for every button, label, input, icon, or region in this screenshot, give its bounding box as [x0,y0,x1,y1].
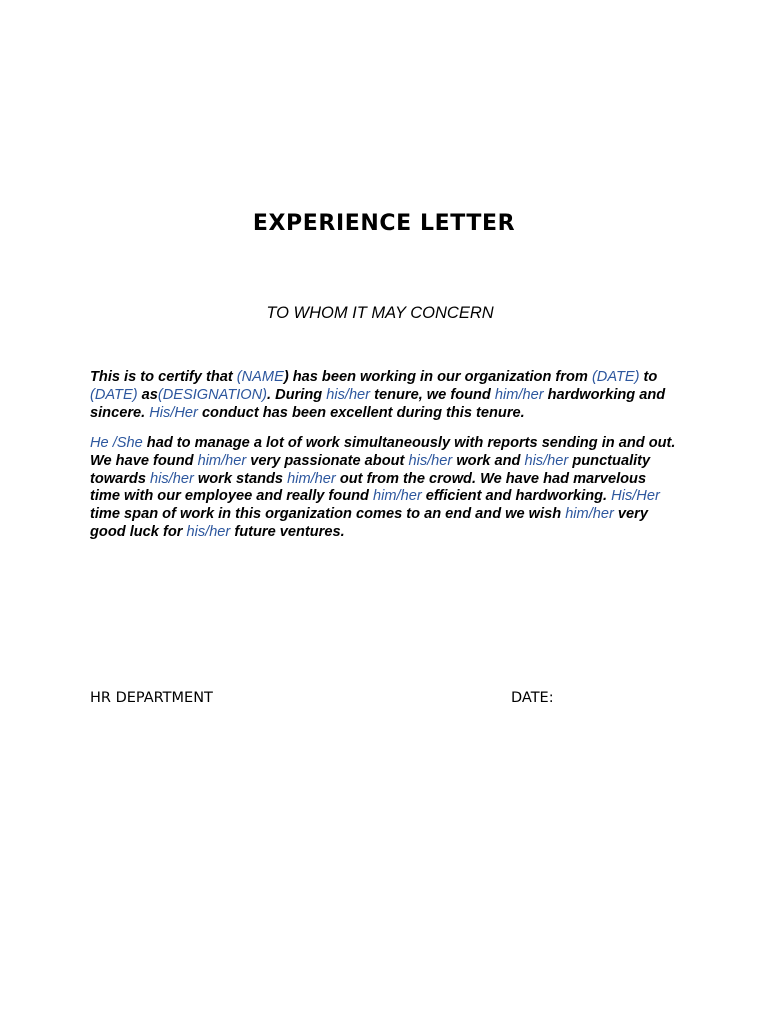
paragraph-text: efficient and hardworking. [421,488,612,505]
paragraph-text: future ventures. [230,523,345,540]
pronoun-placeholder: his/her [524,452,569,469]
paragraph-text: very good luck for [90,506,648,540]
hr-department-label: HR DEPARTMENT [90,690,213,706]
pronoun-placeholder: him/her [197,452,247,469]
date-to-placeholder: (DATE) [90,386,138,403]
paragraph-text: hardworking and sincere. [90,386,666,421]
paragraph-text: This is to certify that [90,369,237,385]
paragraph-text: conduct has been excellent during this tenure. [197,404,525,421]
pronoun-placeholder: him/her [287,470,336,487]
letter-title: EXPERIENCE LETTER [252,211,516,236]
paragraph-text: ) has been working in our organization from [283,369,588,385]
pronoun-placeholder: his/her [150,470,194,487]
pronoun-placeholder: him/her [373,488,422,505]
paragraph-text: work and [452,452,525,469]
paragraph-text: to [639,369,658,385]
pronoun-placeholder: him/her [565,506,614,523]
designation-placeholder: (DESIGNATION) [157,386,268,403]
date-label: DATE: [511,690,554,706]
pronoun-placeholder: his/her [186,523,231,540]
name-placeholder: (NAME [236,369,284,385]
salutation: TO WHOM IT MAY CONCERN [266,304,494,322]
performance-paragraph [90,435,680,542]
certification-paragraph [90,369,680,422]
pronoun-placeholder: He /She [90,435,143,451]
pronoun-placeholder: His/Her [611,488,660,505]
pronoun-placeholder: his/her [326,386,371,403]
date-from-placeholder: (DATE) [591,369,640,385]
paragraph-text: work stands [193,470,288,487]
paragraph-text: very passionate about [246,452,409,469]
paragraph-text: punctuality towards [90,452,651,487]
pronoun-placeholder: him/her [494,386,544,403]
paragraph-text: tenure, we found [370,386,495,403]
pronoun-placeholder: his/her [408,452,453,469]
pronoun-placeholder: His/Her [149,404,198,421]
paragraph-text: time span of work in this organization comes to an end and we wish [90,506,566,523]
paragraph-text: as [137,386,158,403]
paragraph-text: out from the crowd. We have had marvelous time with our employee and really found [90,470,647,505]
paragraph-text: had to manage a lot of work simultaneously with reports sending in and out. We have found [90,435,676,469]
paragraph-text: . During [267,386,327,403]
